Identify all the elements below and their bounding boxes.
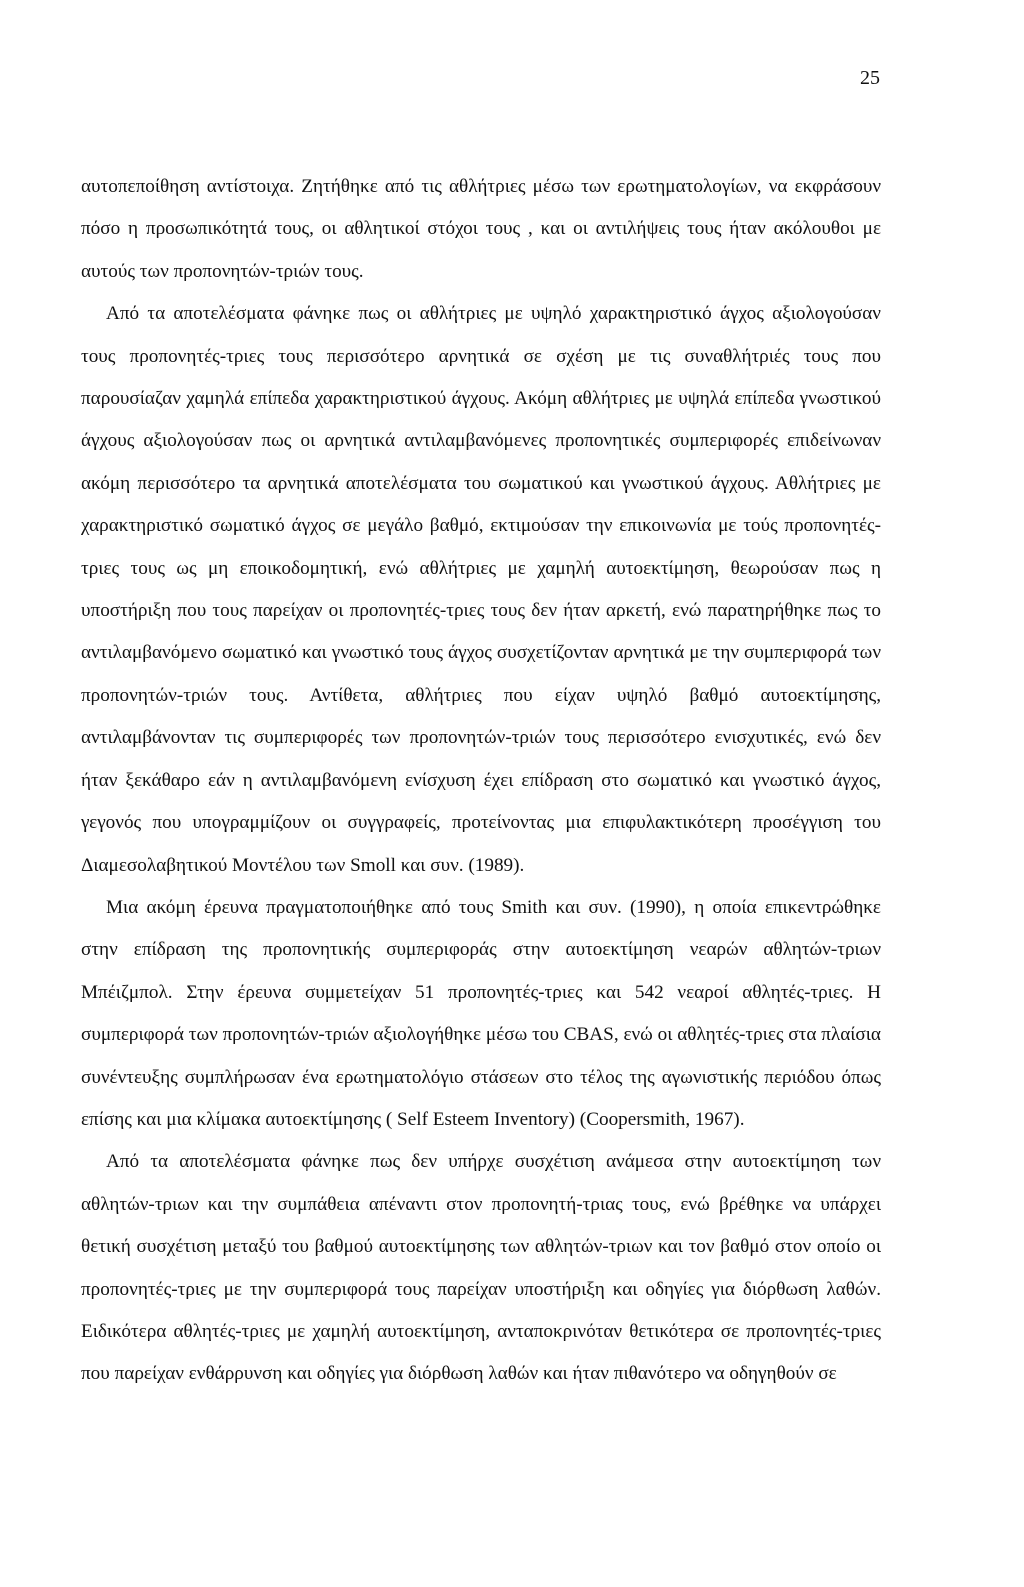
paragraph: Από τα αποτελέσματα φάνηκε πως δεν υπήρχε συσχέτιση ανάμεσα στην αυτοεκτίμηση των αθλητών-τριων και την συμπάθεια απέναντι στον προπονητή-τριας τους, ενώ βρέθηκε να υπάρχει θετική συσχέτιση μεταξύ του βαθμού αυτοεκτίμησης των αθλητών-τριων και τον βαθμό στον οποίο οι προπονητές-τριες με την συμπεριφορά τους παρείχαν υποστήριξη και οδηγίες για διόρθωση λαθών. Ειδικότερα αθλητές-τριες με χαμηλή αυτοεκτίμηση, ανταποκρινόταν θετικότερα σε προπονητές-τριες που παρείχαν ενθάρρυνση και οδηγίες για διόρθωση λαθών και ήταν πιθανότερο να οδηγηθούν σε: [81, 1151, 881, 1385]
paragraph: αυτοπεποίθηση αντίστοιχα. Ζητήθηκε από τις αθλήτριες μέσω των ερωτηματολογίων, να εκφράσουν πόσο η προσωπικότητά τους, οι αθλητικοί στόχοι τους , και οι αντιλήψεις τους ήταν ακόλουθοι με αυτούς των προπονητών-τριών τους.: [81, 176, 881, 282]
page-number: 25: [860, 67, 880, 89]
paragraph: Μια ακόμη έρευνα πραγματοποιήθηκε από τους Smith και συν. (1990), η οποία επικεντρώθηκε στην επίδραση της προπονητικής συμπεριφοράς στην αυτοεκτίμηση νεαρών αθλητών-τριων Μπέιζμπολ. Στην έρευνα συμμετείχαν 51 προπονητές-τριες και 542 νεαροί αθλητές-τριες. Η συμπεριφορά των προπονητών-τριών αξιολογήθηκε μέσω του CBAS, ενώ οι αθλητές-τριες στα πλαίσια συνέντευξης συμπλήρωσαν ένα ερωτηματολόγιο στάσεων στο τέλος της αγωνιστικής περιόδου όπως επίσης και μια κλίμακα αυτοεκτίμησης ( Self Esteem Inventory) (Coopersmith, 1967).: [81, 896, 881, 1130]
document-body: [81, 166, 881, 1396]
paragraph: Από τα αποτελέσματα φάνηκε πως οι αθλήτριες με υψηλό χαρακτηριστικό άγχος αξιολογούσαν τους προπονητές-τριες τους περισσότερο αρνητικά σε σχέση με τις συναθλήτριές τους που παρουσίαζαν χαμηλά επίπεδα χαρακτηριστικού άγχους. Ακόμη αθλήτριες με υψηλά επίπεδα γνωστικού άγχους αξιολογούσαν πως οι αρνητικά αντιλαμβανόμενες προπονητικές συμπεριφορές επιδείνωναν ακόμη περισσότερο τα αρνητικά αποτελέσματα του σωματικού και γνωστικού άγχους. Αθλήτριες με χαρακτηριστικό σωματικό άγχος σε μεγάλο βαθμό, εκτιμούσαν την επικοινωνία με τούς προπονητές-τριες τους ως μη εποικοδομητική, ενώ αθλήτριες με χαμηλή αυτοεκτίμηση, θεωρούσαν πως η υποστήριξη που τους παρείχαν οι προπονητές-τριες τους δεν ήταν αρκετή, ενώ παρατηρήθηκε πως το αντιλαμβανόμενο σωματικό και γνωστικό τους άγχος συσχετίζονταν αρνητικά με την συμπεριφορά των προπονητών-τριών τους. Αντίθετα, αθλήτριες που είχαν υψηλό βαθμό αυτοεκτίμησης, αντιλαμβάνονταν τις συμπεριφορές των προπονητών-τριών τους περισσότερο ενισχυτικές, ενώ δεν ήταν ξεκάθαρο εάν η αντιλαμβανόμενη ενίσχυση έχει επίδραση στο σωματικό και γνωστικό άγχος, γεγονός που υπογραμμίζουν οι συγγραφείς, προτείνοντας μια επιφυλακτικότερη προσέγγιση του Διαμεσολαβητικού Μοντέλου των Smoll και συν. (1989).: [81, 303, 881, 876]
